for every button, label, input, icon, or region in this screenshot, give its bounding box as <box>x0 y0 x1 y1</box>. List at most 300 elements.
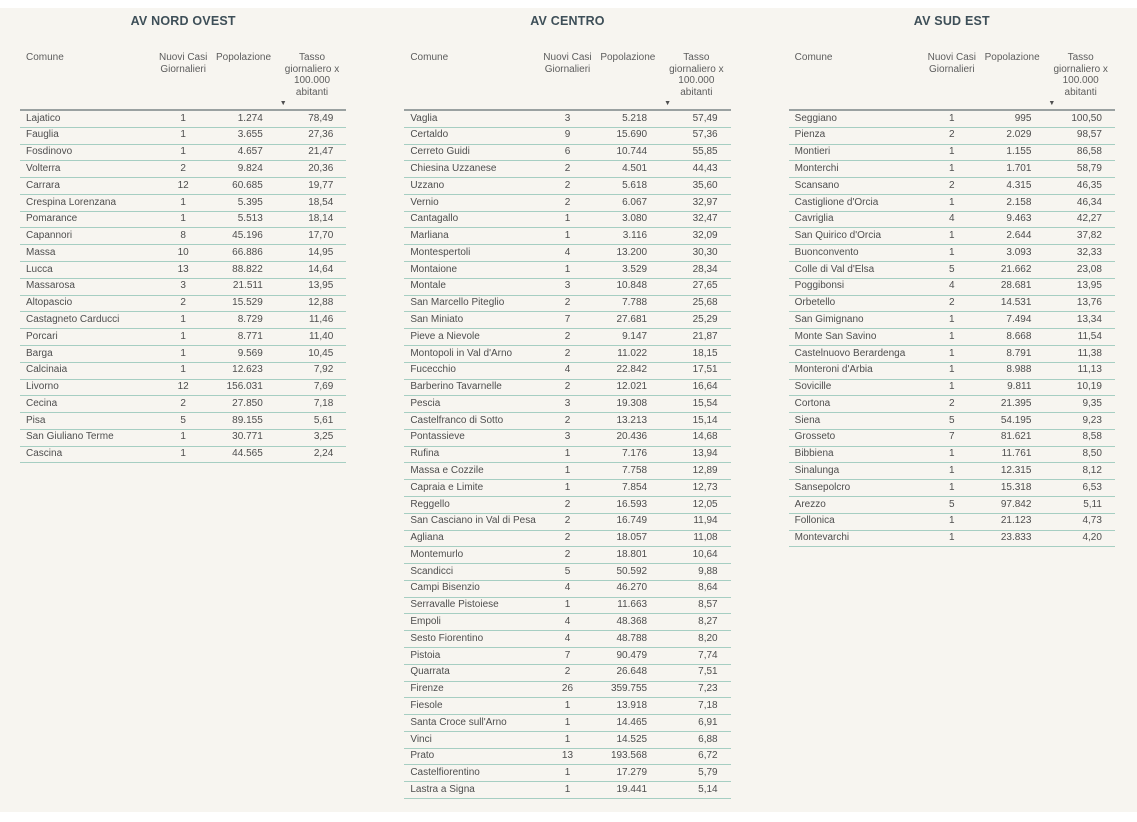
popolazione-cell: 11.761 <box>1001 448 1032 460</box>
nuovi-casi-cell: 1 <box>564 733 571 745</box>
table-row <box>404 732 730 749</box>
comune-cell: Campi Bisenzio <box>410 582 480 594</box>
popolazione-cell: 13.200 <box>616 246 648 258</box>
table-row <box>404 296 730 313</box>
table-row <box>404 698 730 715</box>
comune-cell: Serravalle Pistoiese <box>410 599 499 611</box>
nuovi-casi-cell: 1 <box>180 196 186 208</box>
column-header-tasso-label: Tasso giornaliero x 100.000 abitanti <box>669 52 724 98</box>
popolazione-cell: 16.593 <box>616 498 648 510</box>
comune-cell: Castelfiorentino <box>410 767 480 779</box>
nuovi-casi-cell: 7 <box>564 313 571 325</box>
nuovi-casi-cell: 1 <box>180 313 186 325</box>
tasso-cell: 27,36 <box>308 129 334 141</box>
table-title: AV SUD EST <box>913 14 990 28</box>
popolazione-cell: 21.123 <box>1000 515 1032 527</box>
column-header-popolazione[interactable]: Popolazione <box>600 52 656 63</box>
table-row <box>404 480 730 497</box>
nuovi-casi-cell: 1 <box>564 783 571 795</box>
popolazione-cell: 15.690 <box>616 129 648 141</box>
table-row <box>789 161 1115 178</box>
popolazione-cell: 3.093 <box>1006 246 1032 258</box>
tasso-cell: 9,35 <box>1082 397 1102 409</box>
table-row <box>404 447 730 464</box>
comune-cell: Massarosa <box>26 280 75 292</box>
table-row <box>789 279 1115 296</box>
table-row <box>789 195 1115 212</box>
popolazione-cell: 21.662 <box>1000 263 1032 275</box>
popolazione-cell: 22.842 <box>616 364 648 376</box>
popolazione-cell: 359.755 <box>610 683 648 695</box>
nuovi-casi-cell: 1 <box>949 465 955 476</box>
popolazione-cell: 8.791 <box>1006 347 1032 359</box>
table-row <box>20 128 346 145</box>
tasso-cell: 14,64 <box>308 263 334 275</box>
nuovi-casi-cell: 1 <box>564 448 571 460</box>
tasso-cell: 32,97 <box>692 196 718 208</box>
nuovi-casi-cell: 6 <box>564 146 571 158</box>
tasso-cell: 25,68 <box>692 297 718 309</box>
comune-cell: Vinci <box>410 733 432 745</box>
comune-cell: Barberino Tavarnelle <box>410 381 502 393</box>
comune-cell: Monterchi <box>794 162 839 174</box>
table-panel-centro <box>404 14 730 799</box>
column-header-tasso[interactable] <box>662 51 731 107</box>
comune-cell: Pomarance <box>26 213 78 225</box>
nuovi-casi-cell: 2 <box>180 397 186 409</box>
table-row <box>404 128 730 145</box>
table-row <box>404 765 730 782</box>
nuovi-casi-cell: 5 <box>180 414 186 426</box>
popolazione-cell: 3.080 <box>622 213 648 225</box>
table-row <box>789 228 1115 245</box>
table-row <box>789 531 1115 548</box>
column-header-tasso[interactable] <box>278 51 347 107</box>
table-row <box>20 346 346 363</box>
column-header-comune[interactable]: Comune <box>794 52 833 63</box>
tasso-cell: 37,82 <box>1076 230 1102 242</box>
comune-cell: Orbetello <box>794 297 836 309</box>
popolazione-cell: 9.147 <box>622 330 648 342</box>
nuovi-casi-cell: 1 <box>949 364 955 376</box>
popolazione-cell: 9.824 <box>237 162 263 174</box>
table-row <box>404 245 730 262</box>
comune-cell: Sovicille <box>794 381 832 393</box>
nuovi-casi-cell: 1 <box>564 465 571 476</box>
nuovi-casi-cell: 3 <box>564 280 571 292</box>
table-row <box>404 380 730 397</box>
popolazione-cell: 7.788 <box>622 297 648 309</box>
tasso-cell: 57,49 <box>692 112 718 124</box>
nuovi-casi-cell: 1 <box>949 481 955 493</box>
nuovi-casi-cell: 1 <box>180 364 186 376</box>
popolazione-cell: 44.565 <box>232 448 263 460</box>
nuovi-casi-cell: 2 <box>564 179 571 191</box>
tasso-cell: 13,95 <box>1076 280 1102 292</box>
table-row <box>20 178 346 195</box>
column-header-nuovi-casi[interactable]: Nuovi Casi Giornalieri <box>543 52 592 75</box>
column-header-popolazione[interactable]: Popolazione <box>984 52 1040 63</box>
comune-cell: Pontassieve <box>410 431 465 443</box>
nuovi-casi-cell: 2 <box>564 297 571 309</box>
comune-cell: Certaldo <box>410 129 449 141</box>
comune-cell: San Miniato <box>410 313 464 325</box>
tasso-cell: 46,35 <box>1076 179 1102 191</box>
table-panel-sud-est <box>789 14 1115 547</box>
comune-cell: Scansano <box>794 179 840 191</box>
popolazione-cell: 3.529 <box>622 263 648 275</box>
table-row <box>404 430 730 447</box>
table-row <box>789 480 1115 497</box>
nuovi-casi-cell: 2 <box>949 129 955 141</box>
nuovi-casi-cell: 1 <box>949 112 955 124</box>
table-row <box>789 363 1115 380</box>
nuovi-casi-cell: 1 <box>949 532 955 544</box>
comune-cell: Montevarchi <box>794 532 850 544</box>
nuovi-casi-cell: 4 <box>949 280 955 292</box>
table-row <box>789 413 1115 430</box>
table-row <box>789 178 1115 195</box>
table-row <box>404 665 730 682</box>
popolazione-cell: 7.176 <box>622 448 648 460</box>
comune-cell: Castiglione d'Orcia <box>794 196 879 208</box>
table-row <box>404 547 730 564</box>
comune-cell: Crespina Lorenzana <box>26 196 117 208</box>
table-row <box>404 195 730 212</box>
nuovi-casi-cell: 1 <box>564 599 571 611</box>
nuovi-casi-cell: 5 <box>949 414 955 426</box>
tasso-cell: 6,72 <box>698 750 718 762</box>
tasso-cell: 44,43 <box>692 162 718 174</box>
popolazione-cell: 8.771 <box>237 330 263 342</box>
sort-descending-icon[interactable]: ▼ <box>1048 100 1056 107</box>
tasso-cell: 20,36 <box>308 162 334 174</box>
comune-cell: Capraia e Limite <box>410 481 484 493</box>
nuovi-casi-cell: 1 <box>564 699 571 711</box>
comune-cell: Vaglia <box>410 112 438 124</box>
tasso-cell: 5,14 <box>698 783 718 795</box>
popolazione-cell: 54.195 <box>1000 414 1032 426</box>
nuovi-casi-cell: 1 <box>564 263 571 275</box>
popolazione-cell: 14.465 <box>616 716 648 728</box>
comune-cell: Firenze <box>410 683 444 695</box>
comune-cell: Massa <box>26 246 56 258</box>
table-row <box>789 296 1115 313</box>
nuovi-casi-cell: 1 <box>949 381 955 393</box>
column-header-nuovi-casi[interactable]: Nuovi Casi Giornalieri <box>927 52 976 75</box>
nuovi-casi-cell: 3 <box>564 431 571 443</box>
popolazione-cell: 9.463 <box>1006 213 1032 225</box>
nuovi-casi-cell: 2 <box>180 297 186 309</box>
popolazione-cell: 20.436 <box>616 431 648 443</box>
nuovi-casi-cell: 2 <box>564 330 571 342</box>
comune-cell: Montespertoli <box>410 246 471 258</box>
table-row <box>20 195 346 212</box>
nuovi-casi-cell: 2 <box>564 498 571 510</box>
popolazione-cell: 9.569 <box>237 347 263 359</box>
tasso-cell: 12,88 <box>308 297 334 309</box>
nuovi-casi-cell: 2 <box>564 347 571 359</box>
popolazione-cell: 6.067 <box>622 196 648 208</box>
tasso-cell: 19,77 <box>308 179 334 191</box>
popolazione-cell: 2.029 <box>1006 129 1032 141</box>
nuovi-casi-cell: 2 <box>564 515 571 527</box>
popolazione-cell: 14.531 <box>1000 297 1032 309</box>
popolazione-cell: 15.529 <box>232 297 263 309</box>
comune-cell: Montale <box>410 280 446 292</box>
nuovi-casi-cell: 1 <box>564 213 571 225</box>
column-header-tasso-label: Tasso giornaliero x 100.000 abitanti <box>1053 52 1108 98</box>
table-row <box>404 463 730 480</box>
table-row <box>789 447 1115 464</box>
comune-cell: Cavriglia <box>794 213 834 225</box>
popolazione-cell: 4.501 <box>622 162 648 174</box>
tasso-cell: 32,33 <box>1076 246 1102 258</box>
popolazione-cell: 27.850 <box>232 397 263 409</box>
tasso-cell: 8,12 <box>1082 465 1102 476</box>
comune-cell: Fucecchio <box>410 364 456 376</box>
tasso-cell: 16,64 <box>692 381 718 393</box>
tasso-cell: 42,27 <box>1076 213 1102 225</box>
table-row <box>404 145 730 162</box>
table-row <box>404 497 730 514</box>
comune-cell: Marliana <box>410 230 449 242</box>
table-row <box>789 245 1115 262</box>
tasso-cell: 14,68 <box>692 431 718 443</box>
table-row <box>20 413 346 430</box>
table-row <box>789 262 1115 279</box>
nuovi-casi-cell: 2 <box>564 532 571 544</box>
popolazione-cell: 2.158 <box>1006 196 1032 208</box>
comune-cell: Cecina <box>26 397 58 409</box>
popolazione-cell: 50.592 <box>616 565 648 577</box>
nuovi-casi-cell: 1 <box>564 230 571 242</box>
nuovi-casi-cell: 2 <box>180 162 186 174</box>
column-header-comune[interactable]: Comune <box>410 52 449 63</box>
popolazione-cell: 11.663 <box>617 599 648 611</box>
nuovi-casi-cell: 4 <box>564 246 571 258</box>
comune-cell: Montaione <box>410 263 458 275</box>
comune-cell: Fosdinovo <box>26 146 73 158</box>
popolazione-cell: 26.648 <box>616 666 648 678</box>
table-row <box>404 396 730 413</box>
tasso-cell: 8,20 <box>698 632 718 644</box>
table-row <box>789 128 1115 145</box>
tasso-cell: 15,54 <box>692 397 718 409</box>
table-row <box>404 631 730 648</box>
comune-cell: Prato <box>410 750 435 762</box>
comune-cell: Lajatico <box>26 112 61 124</box>
tasso-cell: 21,47 <box>308 146 334 158</box>
nuovi-casi-cell: 7 <box>949 431 955 443</box>
table-row <box>404 413 730 430</box>
tasso-cell: 7,51 <box>698 666 718 678</box>
popolazione-cell: 9.811 <box>1007 381 1032 393</box>
comune-cell: Scandicci <box>410 565 454 577</box>
popolazione-cell: 46.270 <box>616 582 648 594</box>
table-panel-nord-ovest <box>20 14 346 463</box>
table-row <box>404 531 730 548</box>
report-page <box>0 8 1137 812</box>
nuovi-casi-cell: 1 <box>180 330 186 342</box>
comune-cell: Rufina <box>410 448 440 460</box>
comune-cell: Arezzo <box>794 498 826 510</box>
tasso-cell: 4,20 <box>1082 532 1102 544</box>
tasso-cell: 9,88 <box>698 565 718 577</box>
popolazione-cell: 8.668 <box>1006 330 1032 342</box>
comune-cell: Chiesina Uzzanese <box>410 162 497 174</box>
tasso-cell: 10,64 <box>692 548 718 560</box>
table-row <box>404 262 730 279</box>
nuovi-casi-cell: 1 <box>564 481 571 493</box>
popolazione-cell: 13.213 <box>616 414 648 426</box>
popolazione-cell: 28.681 <box>1000 280 1032 292</box>
table-row <box>20 363 346 380</box>
comune-cell: Altopascio <box>26 297 73 309</box>
popolazione-cell: 45.196 <box>232 230 263 242</box>
nuovi-casi-cell: 4 <box>564 364 571 376</box>
popolazione-cell: 27.681 <box>616 313 648 325</box>
sort-descending-icon[interactable]: ▼ <box>664 100 672 107</box>
table-row <box>20 262 346 279</box>
tasso-cell: 8,64 <box>698 582 718 594</box>
comune-cell: Barga <box>26 347 53 359</box>
table-row <box>789 380 1115 397</box>
tasso-cell: 8,50 <box>1082 448 1102 460</box>
comune-cell: Pieve a Nievole <box>410 330 480 342</box>
nuovi-casi-cell: 13 <box>561 750 574 762</box>
table-row <box>789 497 1115 514</box>
tasso-cell: 27,65 <box>692 280 718 292</box>
tasso-cell: 10,19 <box>1076 381 1102 393</box>
popolazione-cell: 19.441 <box>616 783 648 795</box>
table-row <box>404 782 730 799</box>
popolazione-cell: 2.644 <box>1006 230 1032 242</box>
tasso-cell: 12,89 <box>692 465 718 476</box>
popolazione-cell: 8.988 <box>1006 364 1032 376</box>
comune-cell: Seggiano <box>794 112 837 124</box>
popolazione-cell: 10.744 <box>616 146 648 158</box>
sort-descending-icon[interactable]: ▼ <box>279 100 287 107</box>
comune-cell: San Marcello Piteglio <box>410 297 505 309</box>
table-row <box>404 312 730 329</box>
comune-cell: Porcari <box>26 330 58 342</box>
popolazione-cell: 21.511 <box>232 280 263 292</box>
column-header-popolazione[interactable]: Popolazione <box>215 52 272 63</box>
table-row <box>789 111 1115 128</box>
popolazione-cell: 3.655 <box>237 129 263 141</box>
comune-cell: Colle di Val d'Elsa <box>794 263 875 275</box>
tasso-cell: 18,15 <box>692 347 718 359</box>
tables-row <box>0 8 1137 799</box>
table-row <box>20 279 346 296</box>
table-row <box>404 228 730 245</box>
column-header-nuovi-casi[interactable]: Nuovi Casi Giornalieri <box>158 52 208 75</box>
tasso-cell: 28,34 <box>692 263 718 275</box>
tasso-cell: 6,53 <box>1082 481 1102 493</box>
table-row <box>20 447 346 464</box>
table-row <box>20 161 346 178</box>
popolazione-cell: 7.494 <box>1006 313 1032 325</box>
comune-cell: Poggibonsi <box>794 280 845 292</box>
comune-cell: Castelfranco di Sotto <box>410 414 504 426</box>
nuovi-casi-cell: 1 <box>949 330 955 342</box>
table-body <box>789 111 1115 547</box>
column-header-comune[interactable]: Comune <box>26 52 64 63</box>
nuovi-casi-cell: 1 <box>564 767 571 779</box>
table-row <box>404 178 730 195</box>
table-row <box>404 682 730 699</box>
tasso-cell: 7,18 <box>698 699 718 711</box>
popolazione-cell: 5.218 <box>622 112 648 124</box>
tasso-cell: 100,50 <box>1071 112 1102 124</box>
comune-cell: Sinalunga <box>794 465 840 476</box>
table-row <box>789 430 1115 447</box>
nuovi-casi-cell: 2 <box>564 666 571 678</box>
tasso-cell: 30,30 <box>692 246 718 258</box>
comune-cell: Pienza <box>794 129 826 141</box>
table-row <box>789 312 1115 329</box>
table-row <box>404 749 730 766</box>
tasso-cell: 13,34 <box>1076 313 1102 325</box>
comune-cell: Carrara <box>26 179 60 191</box>
tasso-cell: 5,79 <box>698 767 718 779</box>
comune-cell: Fiesole <box>410 699 443 711</box>
tasso-cell: 98,57 <box>1076 129 1102 141</box>
comune-cell: Buonconvento <box>794 246 859 258</box>
nuovi-casi-cell: 1 <box>949 196 955 208</box>
table-row <box>20 296 346 313</box>
tasso-cell: 32,47 <box>692 213 718 225</box>
comune-cell: Castelnuovo Berardenga <box>794 347 906 359</box>
nuovi-casi-cell: 4 <box>564 632 571 644</box>
table-row <box>404 279 730 296</box>
nuovi-casi-cell: 3 <box>180 280 186 292</box>
table-title: AV NORD OVEST <box>130 14 236 28</box>
popolazione-cell: 7.854 <box>622 481 648 493</box>
column-header-tasso[interactable] <box>1046 51 1115 107</box>
popolazione-cell: 90.479 <box>616 649 648 661</box>
table-row <box>404 514 730 531</box>
comune-cell: Santa Croce sull'Arno <box>410 716 507 728</box>
tasso-cell: 15,14 <box>692 414 718 426</box>
comune-cell: Castagneto Carducci <box>26 313 120 325</box>
comune-cell: Agliana <box>410 532 444 544</box>
table-row <box>20 396 346 413</box>
popolazione-cell: 15.318 <box>1000 481 1032 493</box>
table-row <box>20 380 346 397</box>
tasso-cell: 9,23 <box>1082 414 1102 426</box>
popolazione-cell: 156.031 <box>226 381 263 393</box>
table-row <box>20 245 346 262</box>
nuovi-casi-cell: 3 <box>564 397 571 409</box>
tasso-cell: 21,87 <box>692 330 718 342</box>
popolazione-cell: 12.623 <box>232 364 263 376</box>
popolazione-cell: 12.315 <box>1000 465 1032 476</box>
popolazione-cell: 7.758 <box>622 465 648 476</box>
comune-cell: Bibbiena <box>794 448 834 460</box>
tasso-cell: 17,70 <box>308 230 334 242</box>
tasso-cell: 4,73 <box>1082 515 1102 527</box>
nuovi-casi-cell: 2 <box>564 381 571 393</box>
table-row <box>404 564 730 581</box>
comune-cell: Cantagallo <box>410 213 459 225</box>
popolazione-cell: 14.525 <box>616 733 648 745</box>
table-row <box>789 346 1115 363</box>
comune-cell: San Giuliano Terme <box>26 431 114 443</box>
table-row <box>789 396 1115 413</box>
popolazione-cell: 1.155 <box>1006 146 1032 158</box>
